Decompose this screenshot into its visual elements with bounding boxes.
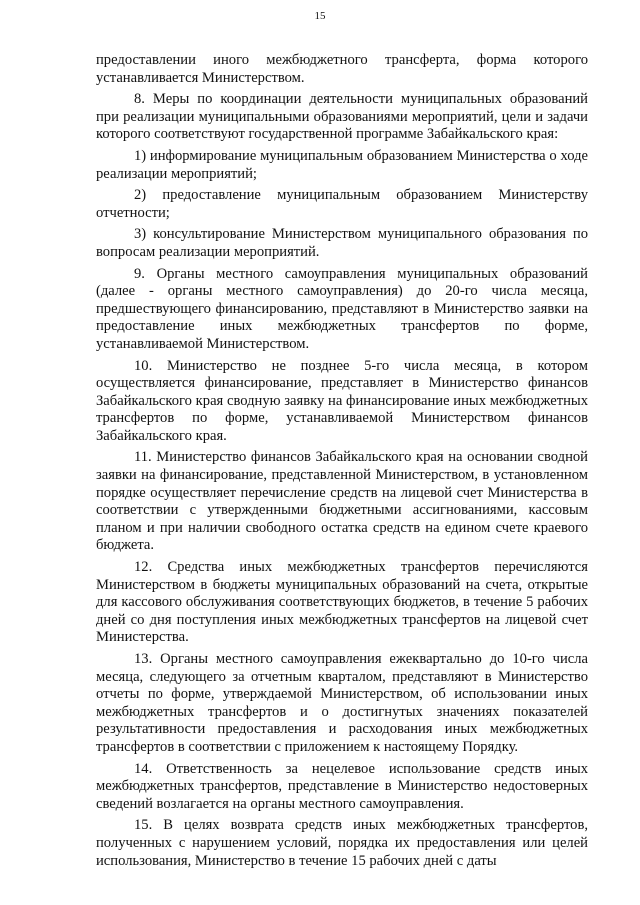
paragraph-11: 11. Министерство финансов Забайкальского края на основании сводной заявки на финансирование, представленной Министерством, в установленном порядке осуществляет перечисление средств на лицевой счет Министерства в соответствии с утвержденными бюджетными ассигнованиями, кассовым планом и при наличии свободного остатка средств на едином счете краевого бюджета. — [96, 449, 588, 554]
paragraph-continuation: предоставлении иного межбюджетного трансферта, форма которого устанавливается Министерством. — [96, 52, 588, 86]
paragraph-15: 15. В целях возврата средств иных межбюджетных трансфертов, полученных с нарушением условий, порядка их предоставления или целей использования, Министерство в течение 15 рабочих дней с даты — [96, 817, 588, 869]
paragraph-14: 14. Ответственность за нецелевое использование средств иных межбюджетных трансфертов, представление в Министерство недостоверных сведений возлагается на органы местного самоуправления. — [96, 760, 588, 812]
paragraph-10: 10. Министерство не позднее 5-го числа месяца, в котором осуществляется финансирование, представляет в Министерство финансов Забайкальского края сводную заявку на финансирование иных межбюджетных трансфертов по форме, устанавливаемой Министерством финансов Забайкальского края. — [96, 357, 588, 444]
body-text — [96, 52, 588, 870]
page-number: 15 — [314, 10, 326, 22]
list-item-3: 3) консультирование Министерством муниципального образования по вопросам реализации мероприятий. — [96, 226, 588, 260]
paragraph-9: 9. Органы местного самоуправления муниципальных образований (далее - органы местного самоуправления) до 20-го числа месяца, предшествующего финансированию, представляют в Министерство заявки на предоставление иных межбюджетных трансфертов по форме, устанавливаемой Министерством. — [96, 265, 588, 352]
list-item-1: 1) информирование муниципальным образованием Министерства о ходе реализации мероприятий; — [96, 147, 588, 182]
paragraph-12: 12. Средства иных межбюджетных трансфертов перечисляются Министерством в бюджеты муниципальных образований на счета, открытые для кассового обслуживания соответствующих бюджетов, в течение 5 рабочих дней со дня поступления иных межбюджетных трансфертов на лицевой счет Министерства. — [96, 559, 588, 646]
paragraph-8: 8. Меры по координации деятельности муниципальных образований при реализации муниципальными образованиями мероприятий, цели и задачи которого соответствуют государственной программе Забайкальского края: — [96, 91, 588, 143]
paragraph-13: 13. Органы местного самоуправления ежеквартально до 10-го числа месяца, следующего за отчетным кварталом, представляют в Министерство отчеты по форме, утверждаемой Министерством, об использовании иных межбюджетных трансфертов и о достигнутых значениях показателей результативности предоставления и расходования иных межбюджетных трансфертов в соответствии с приложением к настоящему Порядку. — [96, 651, 588, 755]
list-item-2: 2) предоставление муниципальным образованием Министерству отчетности; — [96, 187, 588, 221]
